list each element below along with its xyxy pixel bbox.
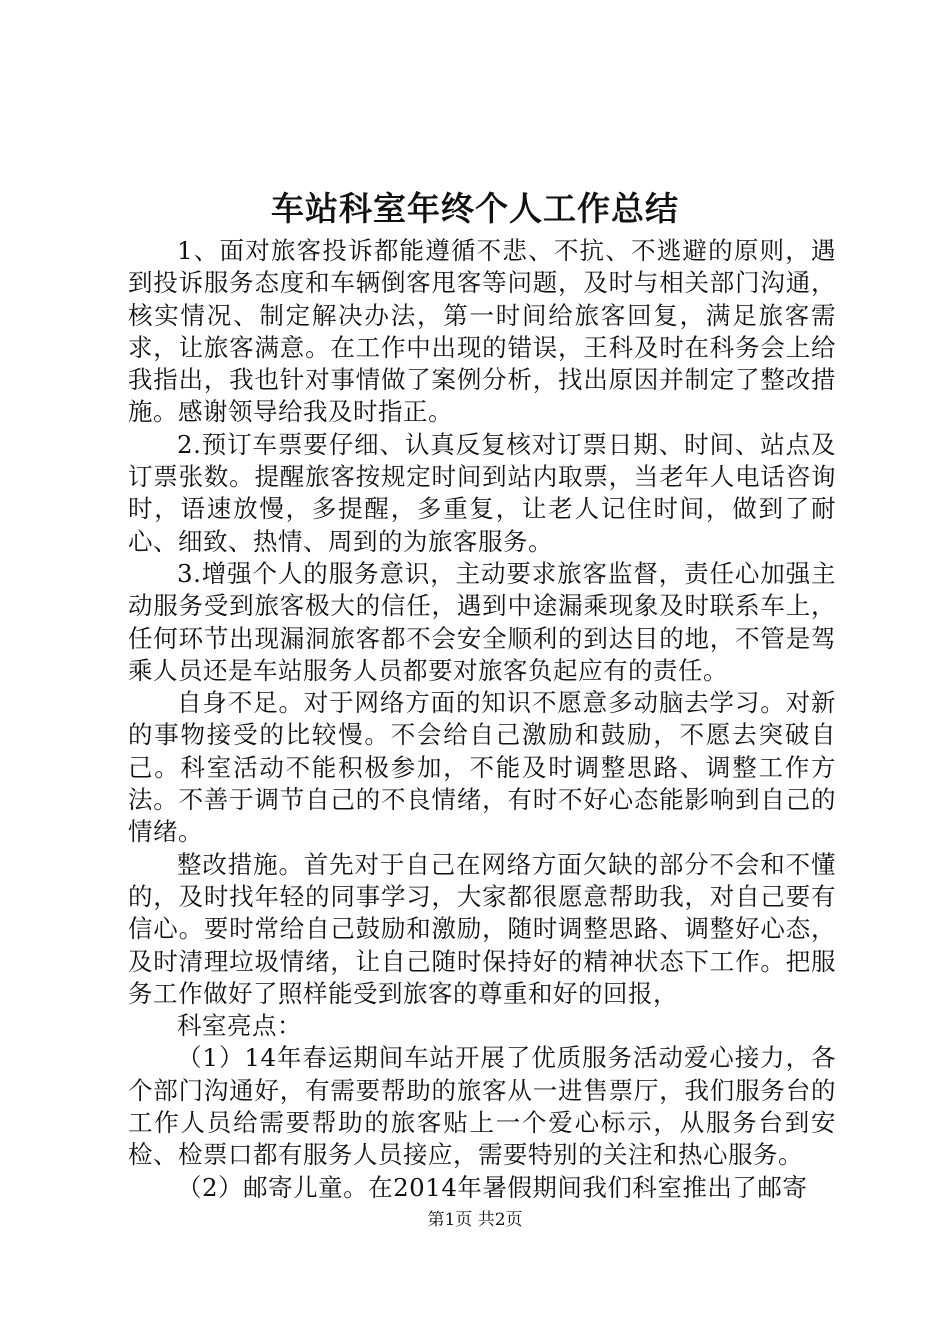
page-number-footer: 第1页 共2页: [427, 1210, 523, 1230]
paragraph-highlights-heading: 科室亮点：: [177, 1011, 302, 1041]
paragraph-complaints: 1、面对旅客投诉都能遵循不悲、不抗、不逃避的原则，遇到投诉服务态度和车辆倒客甩客等问题，及时与相关部门沟通，核实情况、制定解决办法，第一时间给旅客回复，满足旅客需求，让旅客满意。在工作中出现的错误，王科及时在科务会上给我指出，我也针对事情做了案例分析，找出原因并制定了整改措施。感谢领导给我及时指正。: [128, 236, 836, 427]
paragraph-ticket-booking: 2.预订车票要仔细、认真反复核对订票日期、时间、站点及订票张数。提醒旅客按规定时间到站内取票，当老年人电话咨询时，语速放慢，多提醒，多重复，让老人记住时间，做到了耐心、细致、热情、周到的为旅客服务。: [128, 429, 836, 556]
document-body: [128, 235, 836, 1204]
document-title: 车站科室年终个人工作总结: [271, 189, 679, 228]
paragraph-shortcomings: 自身不足。对于网络方面的知识不愿意多动脑去学习。对新的事物接受的比较慢。不会给自己激励和鼓励，不愿去突破自己。科室活动不能积极参加，不能及时调整思路、调整工作方法。不善于调节自己的不良情绪，有时不好心态能影响到自己的情绪。: [128, 688, 836, 847]
paragraph-highlight-1: （1）14年春运期间车站开展了优质服务活动爱心接力，各个部门沟通好，有需要帮助的旅客从一进售票厅，我们服务台的工作人员给需要帮助的旅客贴上一个爱心标示，从服务台到安检、检票口都有服务人员接应，需要特别的关注和热心服务。: [128, 1043, 836, 1170]
paragraph-service-awareness: 3.增强个人的服务意识，主动要求旅客监督，责任心加强主动服务受到旅客极大的信任，遇到中途漏乘现象及时联系车上，任何环节出现漏洞旅客都不会安全顺利的到达目的地，不管是驾乘人员还是车站服务人员都要对旅客负起应有的责任。: [128, 558, 836, 685]
paragraph-improvement-measures: 整改措施。首先对于自己在网络方面欠缺的部分不会和不懂的，及时找年轻的同事学习，大家都很愿意帮助我，对自己要有信心。要时常给自己鼓励和激励，随时调整思路、调整好心态，及时清理垃圾情绪，让自己随时保持好的精神状态下工作。把服务工作做好了照样能受到旅客的尊重和好的回报，: [128, 849, 836, 1008]
paragraph-highlight-2: （2）邮寄儿童。在2014年暑假期间我们科室推出了邮寄: [177, 1172, 808, 1202]
